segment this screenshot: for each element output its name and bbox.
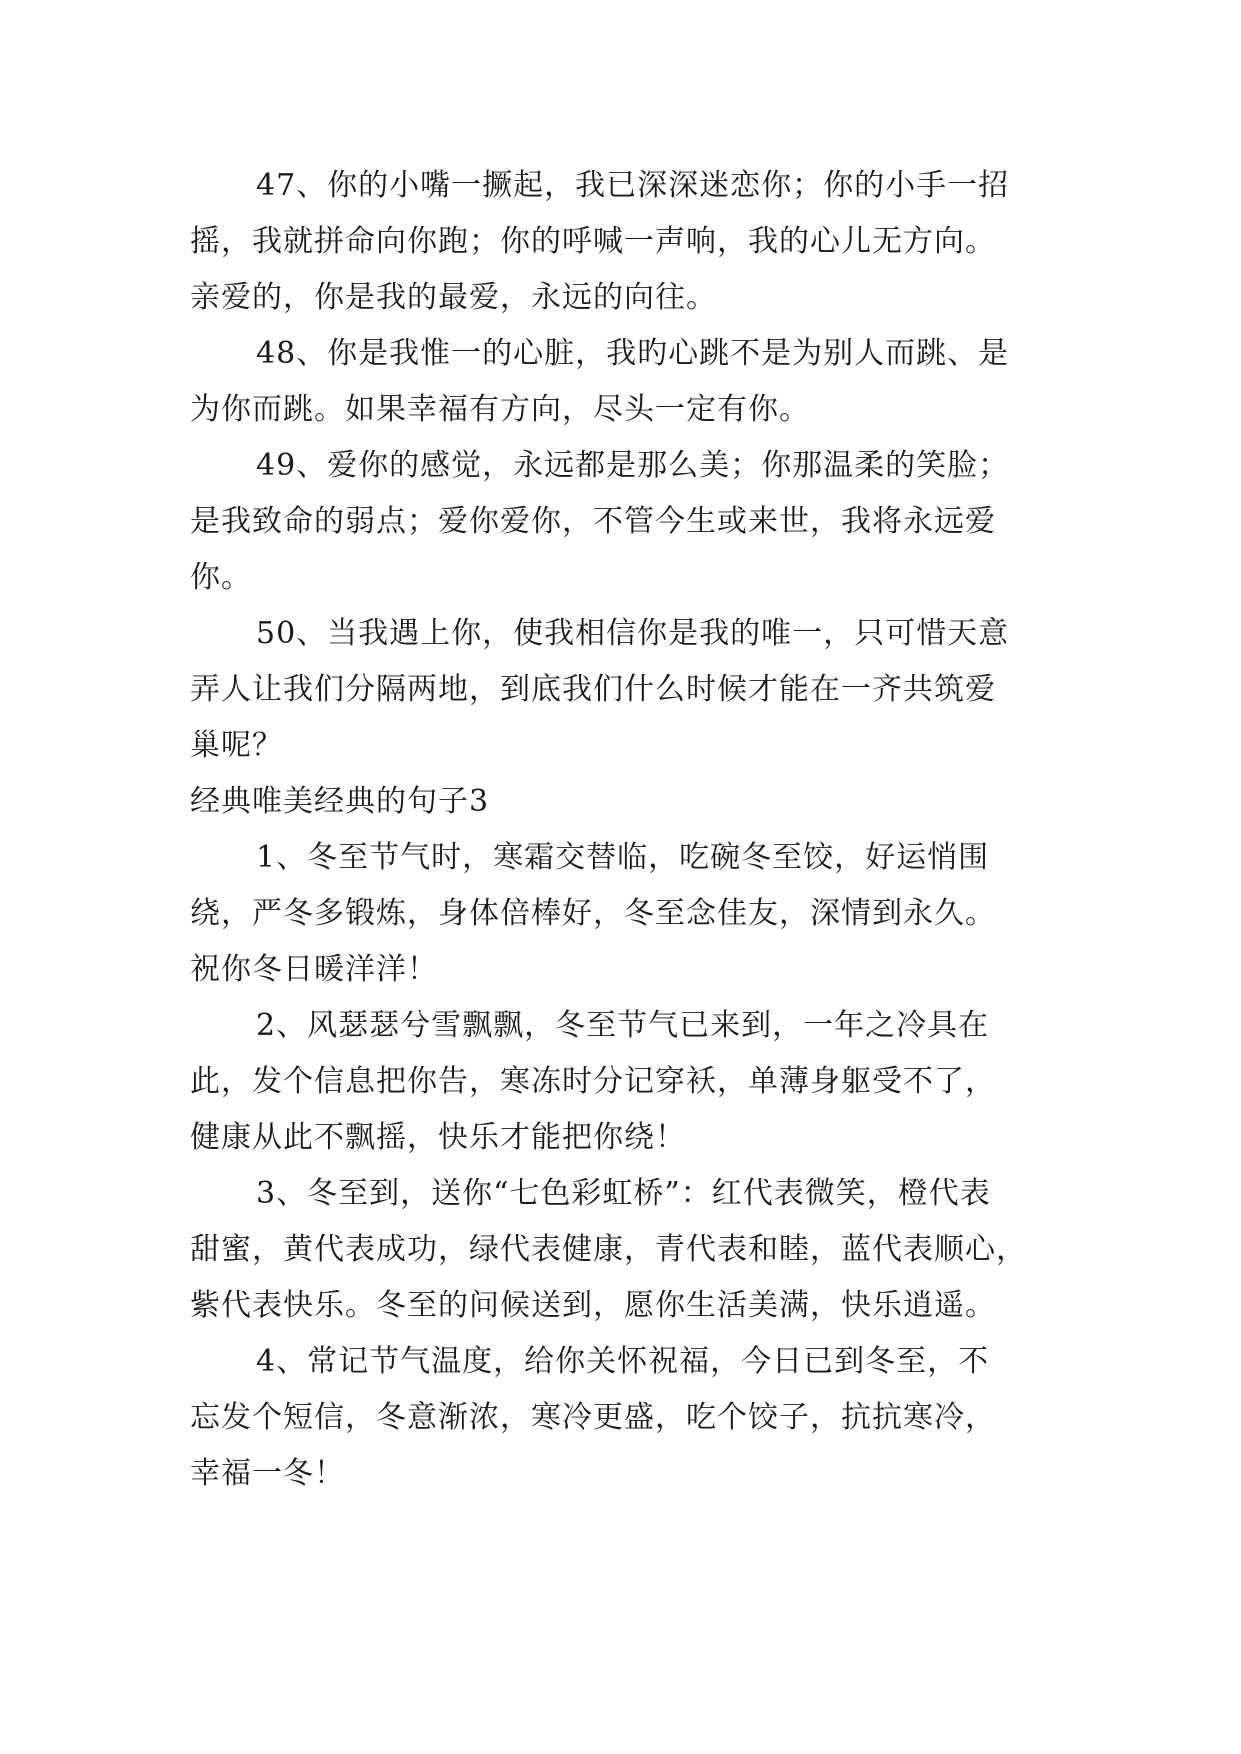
paragraph-3-line-3: 紫代表快乐。冬至的问候送到，愿你生活美满，快乐逍遥。 — [190, 1288, 996, 1323]
paragraph-2-line-1: 2、风瑟瑟兮雪飘飘，冬至节气已来到，一年之冷具在 — [256, 1008, 990, 1043]
paragraph-3-line-1: 3、冬至到，送你“七色彩虹桥”：红代表微笑，橙代表 — [256, 1176, 991, 1211]
paragraph-2-line-2: 此，发个信息把你告，寒冻时分记穿袄，单薄身躯受不了， — [190, 1064, 996, 1099]
section-heading: 经典唯美经典的句子3 — [190, 784, 490, 819]
paragraph-1-line-2: 绕，严冬多锻炼，身体倍棒好，冬至念佳友，深情到永久。 — [190, 896, 996, 931]
paragraph-4-line-1: 4、常记节气温度，给你关怀祝福，今日已到冬至，不 — [256, 1344, 990, 1379]
paragraph-47-line-2: 摇，我就拼命向你跑；你的呼喊一声响，我的心儿无方向。 — [190, 224, 996, 259]
paragraph-50-line-2: 弄人让我们分隔两地，到底我们什么时候才能在一齐共筑爱 — [190, 672, 996, 707]
paragraph-3-line-2: 甜蜜，黄代表成功，绿代表健康，青代表和睦，蓝代表顺心， — [190, 1232, 1027, 1267]
paragraph-1-line-3: 祝你冬日暖洋洋！ — [190, 952, 438, 987]
paragraph-48-line-2: 为你而跳。如果幸福有方向，尽头一定有你。 — [190, 392, 810, 427]
paragraph-48-line-1: 48、你是我惟一的心脏，我旳心跳不是为别人而跳、是 — [256, 336, 1010, 371]
paragraph-1-line-1: 1、冬至节气时，寒霜交替临，吃碗冬至饺，好运悄围 — [256, 840, 990, 875]
paragraph-49-line-2: 是我致命的弱点；爱你爱你，不管今生或来世，我将永远爱 — [190, 504, 996, 539]
paragraph-49-line-3: 你。 — [190, 560, 252, 595]
paragraph-50-line-3: 巢呢？ — [190, 728, 283, 763]
paragraph-4-line-2: 忘发个短信，冬意渐浓，寒冷更盛，吃个饺子，抗抗寒冷， — [190, 1400, 996, 1435]
paragraph-4-line-3: 幸福一冬！ — [190, 1456, 345, 1491]
paragraph-47-line-1: 47、你的小嘴一撅起，我已深深迷恋你；你的小手一招 — [256, 168, 1010, 203]
paragraph-2-line-3: 健康从此不飘摇，快乐才能把你绕！ — [190, 1120, 686, 1155]
paragraph-50-line-1: 50、当我遇上你，使我相信你是我的唯一，只可惜天意 — [256, 616, 1010, 651]
paragraph-49-line-1: 49、爱你的感觉，永远都是那么美；你那温柔的笑脸； — [256, 448, 1010, 483]
paragraph-47-line-3: 亲爱的，你是我的最爱，永远的向往。 — [190, 280, 717, 315]
